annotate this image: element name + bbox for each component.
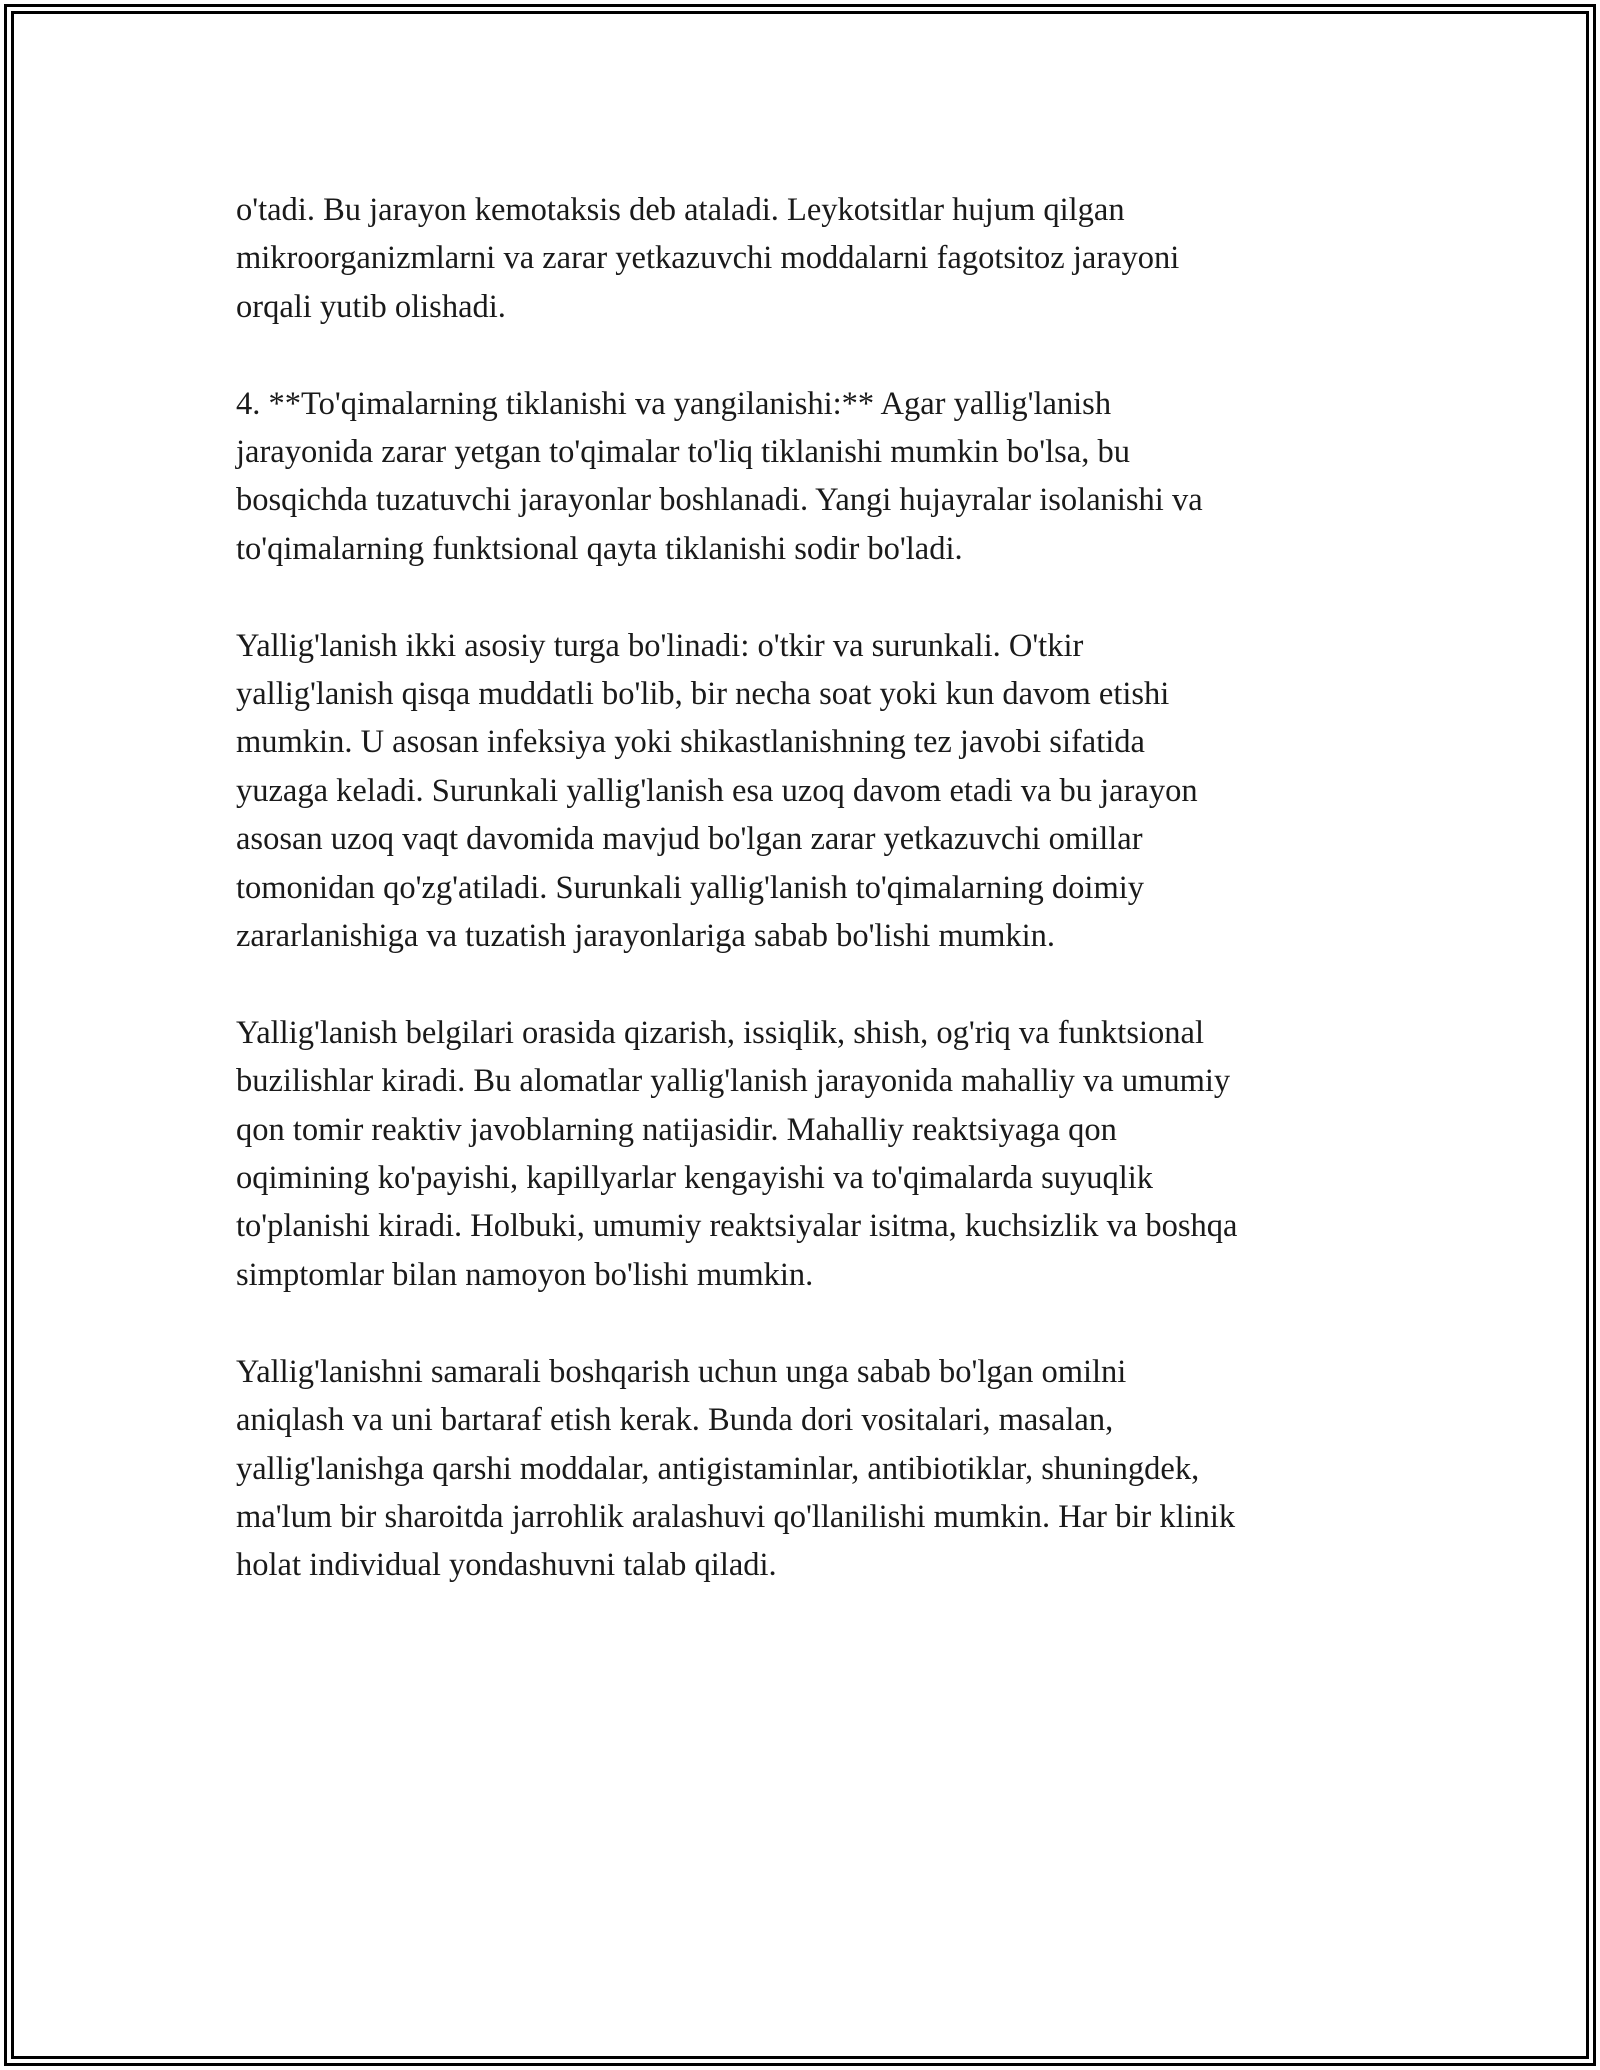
paragraph-inflammation-signs: Yallig'lanish belgilari orasida qizarish, issiqlik, shish, og'riq va funktsional buzilishlar kiradi. Bu alomatlar yallig'lanish jarayonida mahalliy va umumiy qon tomir reaktiv javoblarning natijasidir. Mahalliy reaktsiyaga qon oqimining ko'payishi, kapillyarlar kengayishi va to'qimalarda suyuqlik to'planishi kiradi. Holbuki, umumiy reaktsiyalar isitma, kuchsizlik va boshqa simptomlar bilan namoyon bo'lishi mumkin. <box>236 1014 1238 1293</box>
paragraph-tissue-repair: 4. **To'qimalarning tiklanishi va yangilanishi:** Agar yallig'lanish jarayonida zarar yetgan to'qimalar to'liq tiklanishi mumkin bo'lsa, bu bosqichda tuzatuvchi jarayonlar boshlanadi. Yangi hujayralar isolanishi va to'qimalarning funktsional qayta tiklanishi sodir bo'ladi. <box>236 385 1203 567</box>
document-body <box>236 186 1376 1638</box>
paragraph-inflammation-management: Yallig'lanishni samarali boshqarish uchun unga sabab bo'lgan omilni aniqlash va uni bartaraf etish kerak. Bunda dori vositalari, masalan, yallig'lanishga qarshi moddalar, antigistaminlar, antibiotiklar, shuningdek, ma'lum bir sharoitda jarrohlik aralashuvi qo'llanilishi mumkin. Har bir klinik holat individual yondashuvni talab qiladi. <box>236 1353 1236 1584</box>
paragraph-inflammation-types: Yallig'lanish ikki asosiy turga bo'linadi: o'tkir va surunkali. O'tkir yallig'lanish qisqa muddatli bo'lib, bir necha soat yoki kun davom etishi mumkin. U asosan infeksiya yoki shikastlanishning tez javobi sifatida yuzaga keladi. Surunkali yallig'lanish esa uzoq davom etadi va bu jarayon asosan uzoq vaqt davomida mavjud bo'lgan zarar yetkazuvchi omillar tomonidan qo'zg'atiladi. Surunkali yallig'lanish to'qimalarning doimiy zararlanishiga va tuzatish jarayonlariga sabab bo'lishi mumkin. <box>236 627 1198 955</box>
paragraph-chemotaxis: o'tadi. Bu jarayon kemotaksis deb ataladi. Leykotsitlar hujum qilgan mikroorganizmlarni va zarar yetkazuvchi moddalarni fagotsitoz jarayoni orqali yutib olishadi. <box>236 192 1180 325</box>
